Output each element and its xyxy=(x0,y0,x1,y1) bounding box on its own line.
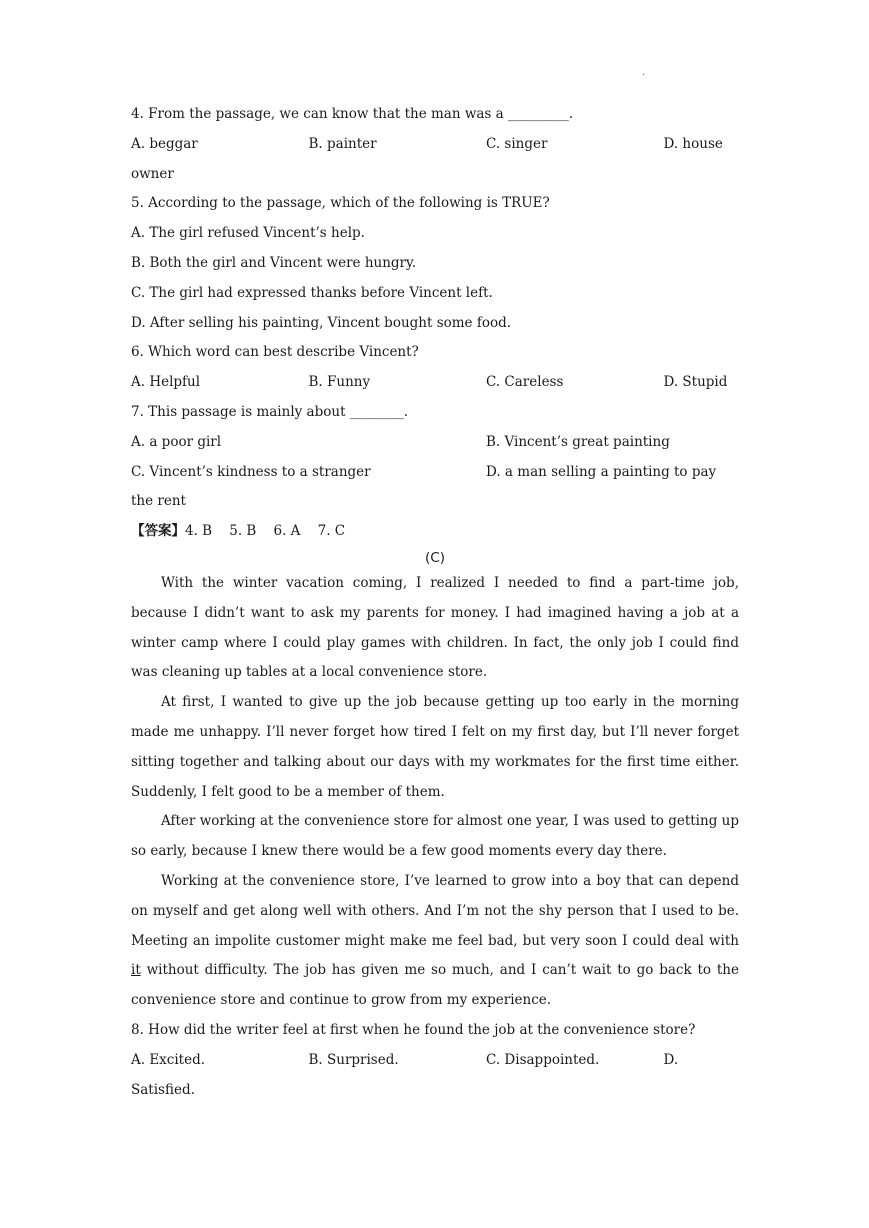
option-d: D. Stupid xyxy=(663,374,728,391)
question-5-stem: 5. According to the passage, which of the following is TRUE? xyxy=(131,195,550,212)
option-b: B. Both the girl and Vincent were hungry. xyxy=(131,254,417,271)
page-mark: · xyxy=(642,70,646,81)
passage-paragraph-1: With the winter vacation coming, I realized I needed to find a part-time job, because I didn’t want to ask my parents for money. I had imagined having a job at a winter camp where I could play games with children. In fact, the only job I could find was cleaning up tables at a local convenience store. xyxy=(131,574,739,681)
question-7-option-overflow: the rent xyxy=(131,493,186,510)
question-7-options-row-2 xyxy=(131,458,739,488)
section-title: (C) xyxy=(425,549,445,566)
question-6-options xyxy=(131,368,739,398)
answer-label: 【答案】 xyxy=(131,523,185,540)
option-c: C. Disappointed. xyxy=(486,1051,600,1068)
document-page xyxy=(131,70,739,1105)
passage-paragraph-3: After working at the convenience store for almost one year, I was used to getting up so early, because I knew there would be a few good moments every day there. xyxy=(131,813,739,860)
option-a: A. beggar xyxy=(131,135,198,152)
option-c: C. singer xyxy=(486,135,548,152)
paragraph-4-text-a: Working at the convenience store, I’ve learned to grow into a boy that can depend on myself and get along well with others. And I’m not the shy person that I used to be. Meeting an impolite customer might make me feel bad, but very soon I could deal with xyxy=(131,872,739,949)
question-8-option-overflow: Satisfied. xyxy=(131,1081,195,1098)
passage-paragraph-4 xyxy=(131,867,739,1016)
option-d: D. house xyxy=(663,135,723,152)
question-6-stem: 6. Which word can best describe Vincent? xyxy=(131,344,419,361)
underlined-word: it xyxy=(131,962,141,979)
question-7-options-row-1 xyxy=(131,428,739,458)
paragraph-4-text-b: without difficulty. The job has given me so much, and I can’t wait to go back to the convenience store and continue to grow from my experience. xyxy=(131,962,739,1009)
question-4-option-overflow: owner xyxy=(131,165,174,182)
question-8-stem: 8. How did the writer feel at first when he found the job at the convenience store? xyxy=(131,1021,696,1038)
option-a: A. Helpful xyxy=(131,374,201,391)
option-b: B. Surprised. xyxy=(308,1051,399,1068)
question-8-options xyxy=(131,1046,739,1076)
option-c: C. Careless xyxy=(486,374,564,391)
option-d: D. xyxy=(663,1051,679,1068)
option-a: A. Excited. xyxy=(131,1051,206,1068)
option-d: D. a man selling a painting to pay xyxy=(486,463,717,480)
option-a: A. The girl refused Vincent’s help. xyxy=(131,225,365,242)
option-b: B. Funny xyxy=(308,374,371,391)
option-b: B. Vincent’s great painting xyxy=(486,433,670,450)
question-4-stem: 4. From the passage, we can know that the man was a _________. xyxy=(131,106,574,122)
passage-paragraph-2: At first, I wanted to give up the job because getting up too early in the morning made me unhappy. I’ll never forget how tired I felt on my first day, but I’ll never forget sitting together and talking about our days with my workmates for the first time either. Suddenly, I felt good to be a member of them. xyxy=(131,694,739,800)
question-7-stem: 7. This passage is mainly about ________. xyxy=(131,403,409,420)
option-b: B. painter xyxy=(308,135,377,152)
option-a: A. a poor girl xyxy=(131,433,222,450)
option-c: C. The girl had expressed thanks before Vincent left. xyxy=(131,284,493,301)
answer-text: 4. B 5. B 6. A 7. C xyxy=(185,523,346,540)
question-4-options xyxy=(131,130,739,160)
option-c: C. Vincent’s kindness to a stranger xyxy=(131,463,371,480)
answer-key xyxy=(131,517,739,547)
option-d: D. After selling his painting, Vincent bought some food. xyxy=(131,314,512,331)
